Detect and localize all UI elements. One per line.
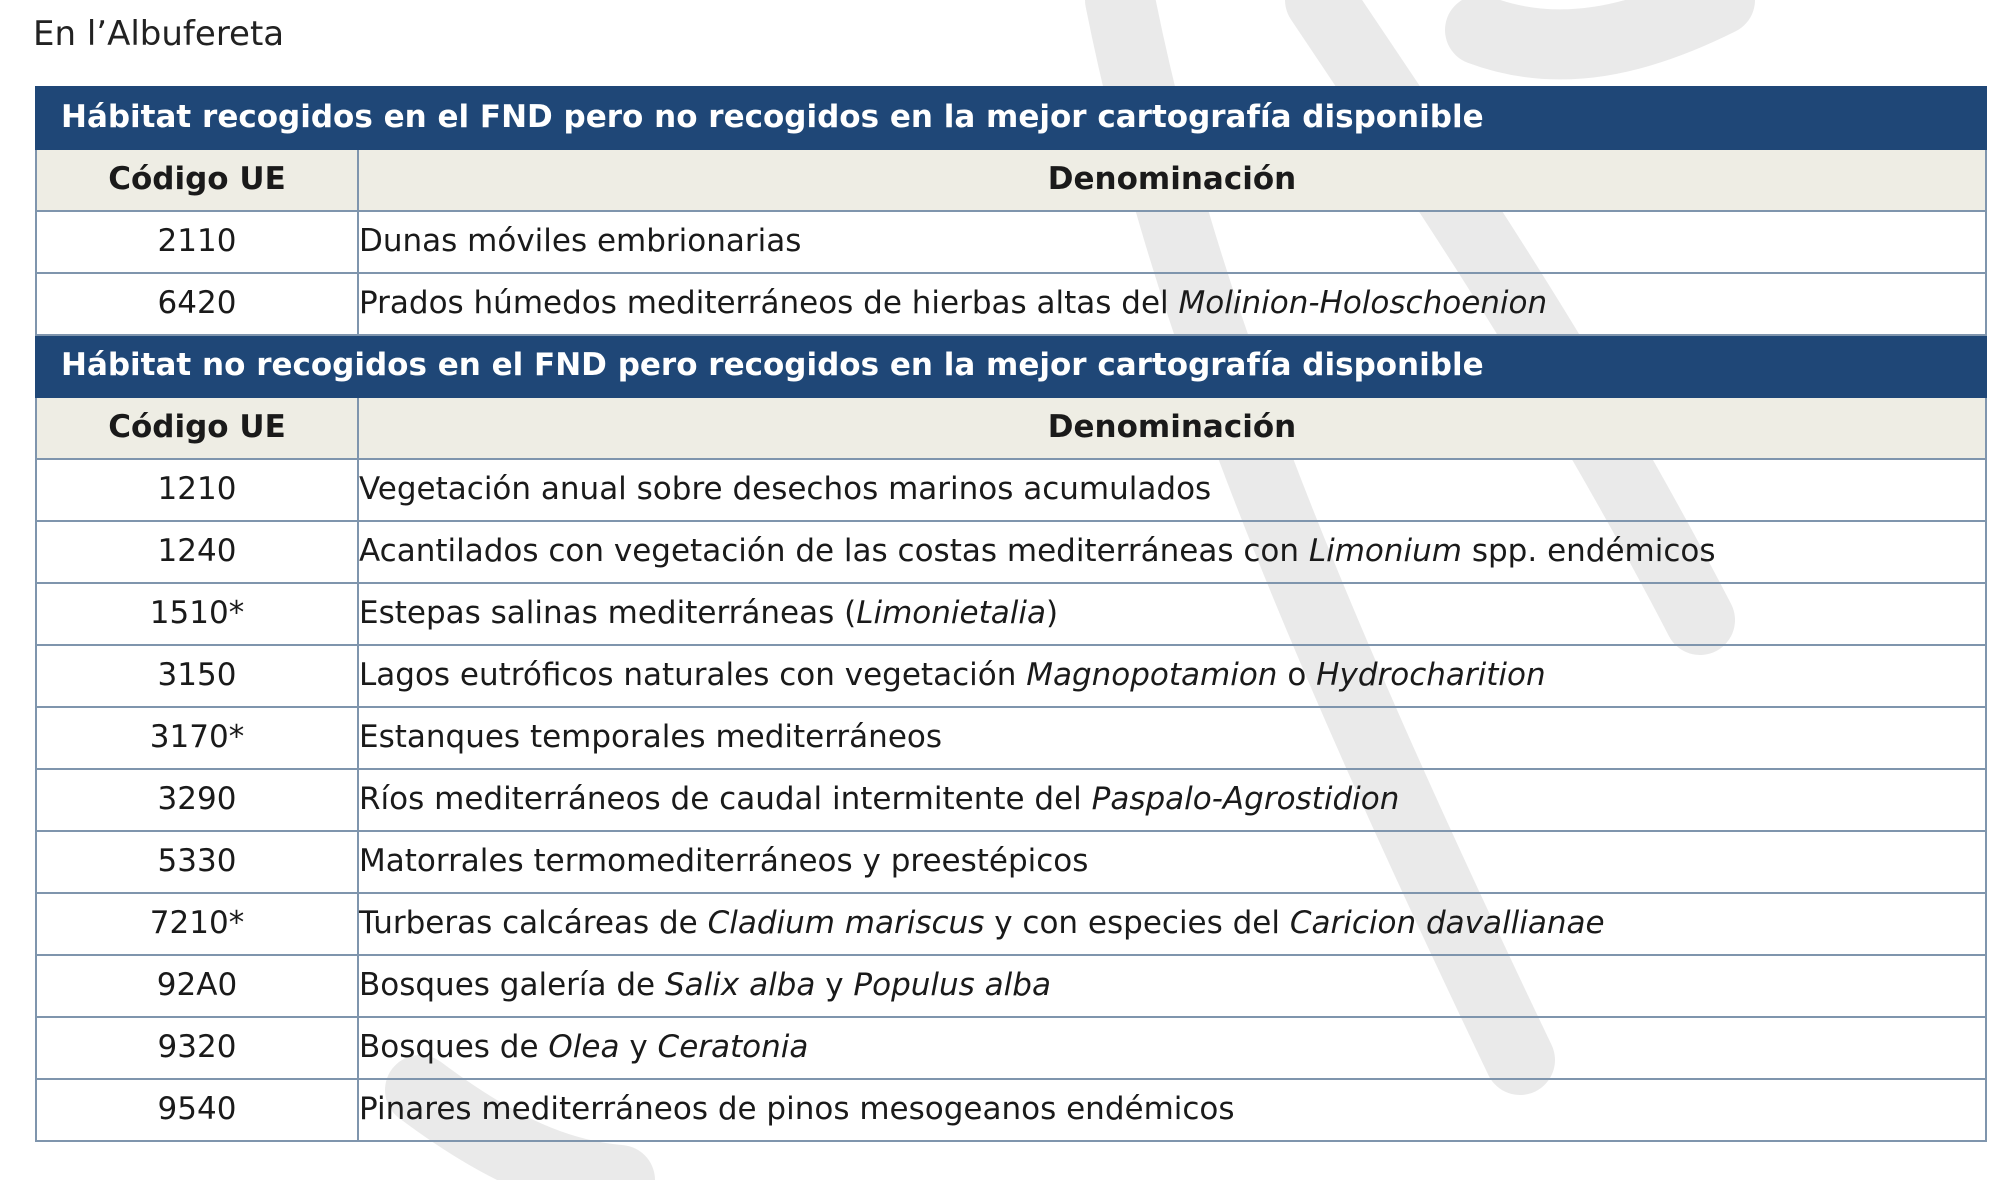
habitat-code: 1240 [36, 521, 358, 583]
habitat-name [358, 211, 1986, 273]
name-text: spp. endémicos [1462, 533, 1716, 570]
table-row [36, 273, 1986, 335]
name-text: Matorrales termomediterráneos y preestépicos [359, 843, 1089, 880]
habitat-name [358, 1017, 1986, 1079]
name-text: o [1277, 657, 1317, 694]
name-text: ) [1045, 595, 1059, 632]
habitat-name [358, 521, 1986, 583]
habitat-code: 9540 [36, 1079, 358, 1141]
name-text: y [815, 967, 854, 1004]
table-row [36, 707, 1986, 769]
species-name: Limonium [1308, 533, 1462, 570]
name-text: Pinares mediterráneos de pinos mesogeanos endémicos [359, 1091, 1235, 1128]
table-row [36, 211, 1986, 273]
table-row [36, 769, 1986, 831]
habitat-name [358, 707, 1986, 769]
habitat-name [358, 273, 1986, 335]
column-header-code: Código UE [36, 149, 358, 211]
habitat-code: 6420 [36, 273, 358, 335]
habitat-code: 9320 [36, 1017, 358, 1079]
species-name: Molinion-Holoschoenion [1178, 285, 1548, 322]
table-row [36, 459, 1986, 521]
table-row [36, 521, 1986, 583]
column-header-name: Denominación [358, 397, 1986, 459]
habitat-code: 1510* [36, 583, 358, 645]
habitat-code: 92A0 [36, 955, 358, 1017]
species-name: Ceratonia [657, 1029, 809, 1066]
habitat-name [358, 1079, 1986, 1141]
species-name: Populus alba [853, 967, 1051, 1004]
section-title: Hábitat no recogidos en el FND pero recogidos en la mejor cartografía disponible [36, 335, 1986, 397]
section-header [36, 335, 1986, 397]
habitat-code: 3150 [36, 645, 358, 707]
species-name: Limonietalia [856, 595, 1046, 632]
species-name: Salix alba [664, 967, 816, 1004]
habitat-code: 1210 [36, 459, 358, 521]
habitat-code: 7210* [36, 893, 358, 955]
species-name: Caricion davallianae [1289, 905, 1605, 942]
name-text: Bosques de [359, 1029, 549, 1066]
table-row [36, 831, 1986, 893]
table-row [36, 1079, 1986, 1141]
species-name: Paspalo-Agrostidion [1091, 781, 1400, 818]
name-text: Turberas calcáreas de [359, 905, 708, 942]
name-text: Acantilados con vegetación de las costas mediterráneas con [359, 533, 1309, 570]
name-text: Dunas móviles embrionarias [359, 223, 802, 260]
species-name: Olea [548, 1029, 620, 1066]
name-text: Bosques galería de [359, 967, 665, 1004]
name-text: Prados húmedos mediterráneos de hierbas altas del [359, 285, 1179, 322]
column-header-row [36, 149, 1986, 211]
habitat-name [358, 893, 1986, 955]
habitat-name [358, 831, 1986, 893]
table-row [36, 1017, 1986, 1079]
habitat-name [358, 955, 1986, 1017]
habitat-table [35, 86, 1987, 1142]
column-header-row [36, 397, 1986, 459]
column-header-name: Denominación [358, 149, 1986, 211]
table-row [36, 893, 1986, 955]
habitat-code: 3290 [36, 769, 358, 831]
name-text: y [619, 1029, 658, 1066]
name-text: Vegetación anual sobre desechos marinos acumulados [359, 471, 1212, 508]
name-text: Ríos mediterráneos de caudal intermitente del [359, 781, 1092, 818]
habitat-code: 5330 [36, 831, 358, 893]
species-name: Hydrocharition [1316, 657, 1546, 694]
section-title: Hábitat recogidos en el FND pero no recogidos en la mejor cartografía disponible [36, 87, 1986, 149]
habitat-name [358, 769, 1986, 831]
section-header [36, 87, 1986, 149]
species-name: Cladium mariscus [707, 905, 985, 942]
name-text: Estanques temporales mediterráneos [359, 719, 943, 756]
table-row [36, 583, 1986, 645]
caption: En l’Albufereta [33, 14, 285, 54]
habitat-code: 3170* [36, 707, 358, 769]
name-text: y con especies del [984, 905, 1290, 942]
name-text: Lagos eutróficos naturales con vegetación [359, 657, 1027, 694]
name-text: Estepas salinas mediterráneas ( [359, 595, 857, 632]
species-name: Magnopotamion [1026, 657, 1278, 694]
habitat-name [358, 645, 1986, 707]
habitat-name [358, 459, 1986, 521]
table-row [36, 955, 1986, 1017]
habitat-name [358, 583, 1986, 645]
table-row [36, 645, 1986, 707]
column-header-code: Código UE [36, 397, 358, 459]
habitat-code: 2110 [36, 211, 358, 273]
